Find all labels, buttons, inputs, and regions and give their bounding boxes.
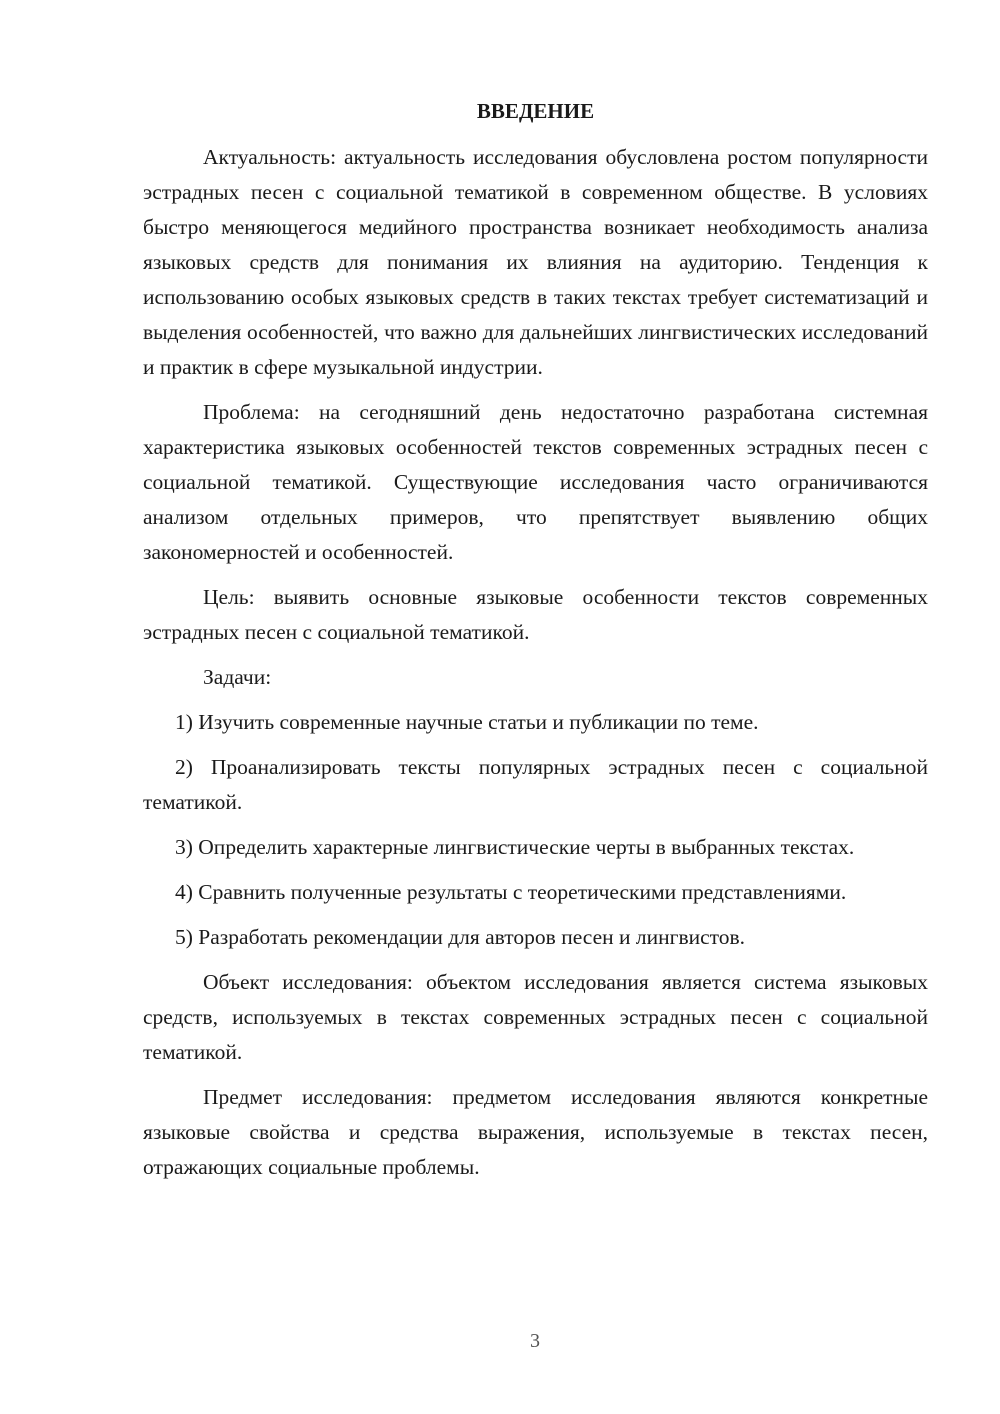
problem-paragraph: Проблема: на сегодняшний день недостаточно разработана системная характеристика языковых особенностей текстов современных эстрадных песен с социальной тематикой. Существующие исследования часто ограничиваются анализом отдельных примеров, что препятствует выявлению общих закономерностей и особенностей. <box>143 400 928 564</box>
task-item-2: 2) Проанализировать тексты популярных эстрадных песен с социальной тематикой. <box>143 755 928 814</box>
relevance-paragraph: Актуальность: актуальность исследования обусловлена ростом популярности эстрадных песен с социальной тематикой в современном обществе. В условиях быстро меняющегося медийного пространства возникает необходимость анализа языковых средств для понимания их влияния на аудиторию. Тенденция к использованию особых языковых средств в таких текстах требует систематизаций и выделения особенностей, что важно для дальнейших лингвистических исследований и практик в сфере музыкальной индустрии. <box>143 145 928 379</box>
task-item-4: 4) Сравнить полученные результаты с теоретическими представлениями. <box>175 880 847 904</box>
tasks-label: Задачи: <box>203 665 272 689</box>
subject-paragraph: Предмет исследования: предметом исследования являются конкретные языковые свойства и средства выражения, используемые в текстах песен, отражающих социальные проблемы. <box>143 1085 928 1179</box>
object-paragraph: Объект исследования: объектом исследования является система языковых средств, используемых в текстах современных эстрадных песен с социальной тематикой. <box>143 970 928 1064</box>
task-item-3: 3) Определить характерные лингвистические черты в выбранных текстах. <box>175 835 855 859</box>
goal-paragraph: Цель: выявить основные языковые особенности текстов современных эстрадных песен с социальной тематикой. <box>143 585 928 644</box>
page-number: 3 <box>530 1330 540 1352</box>
page-body <box>143 94 928 1195</box>
section-heading: ВВЕДЕНИЕ <box>476 99 595 123</box>
task-item-5: 5) Разработать рекомендации для авторов песен и лингвистов. <box>175 925 746 949</box>
task-item-1: 1) Изучить современные научные статьи и публикации по теме. <box>175 710 759 734</box>
